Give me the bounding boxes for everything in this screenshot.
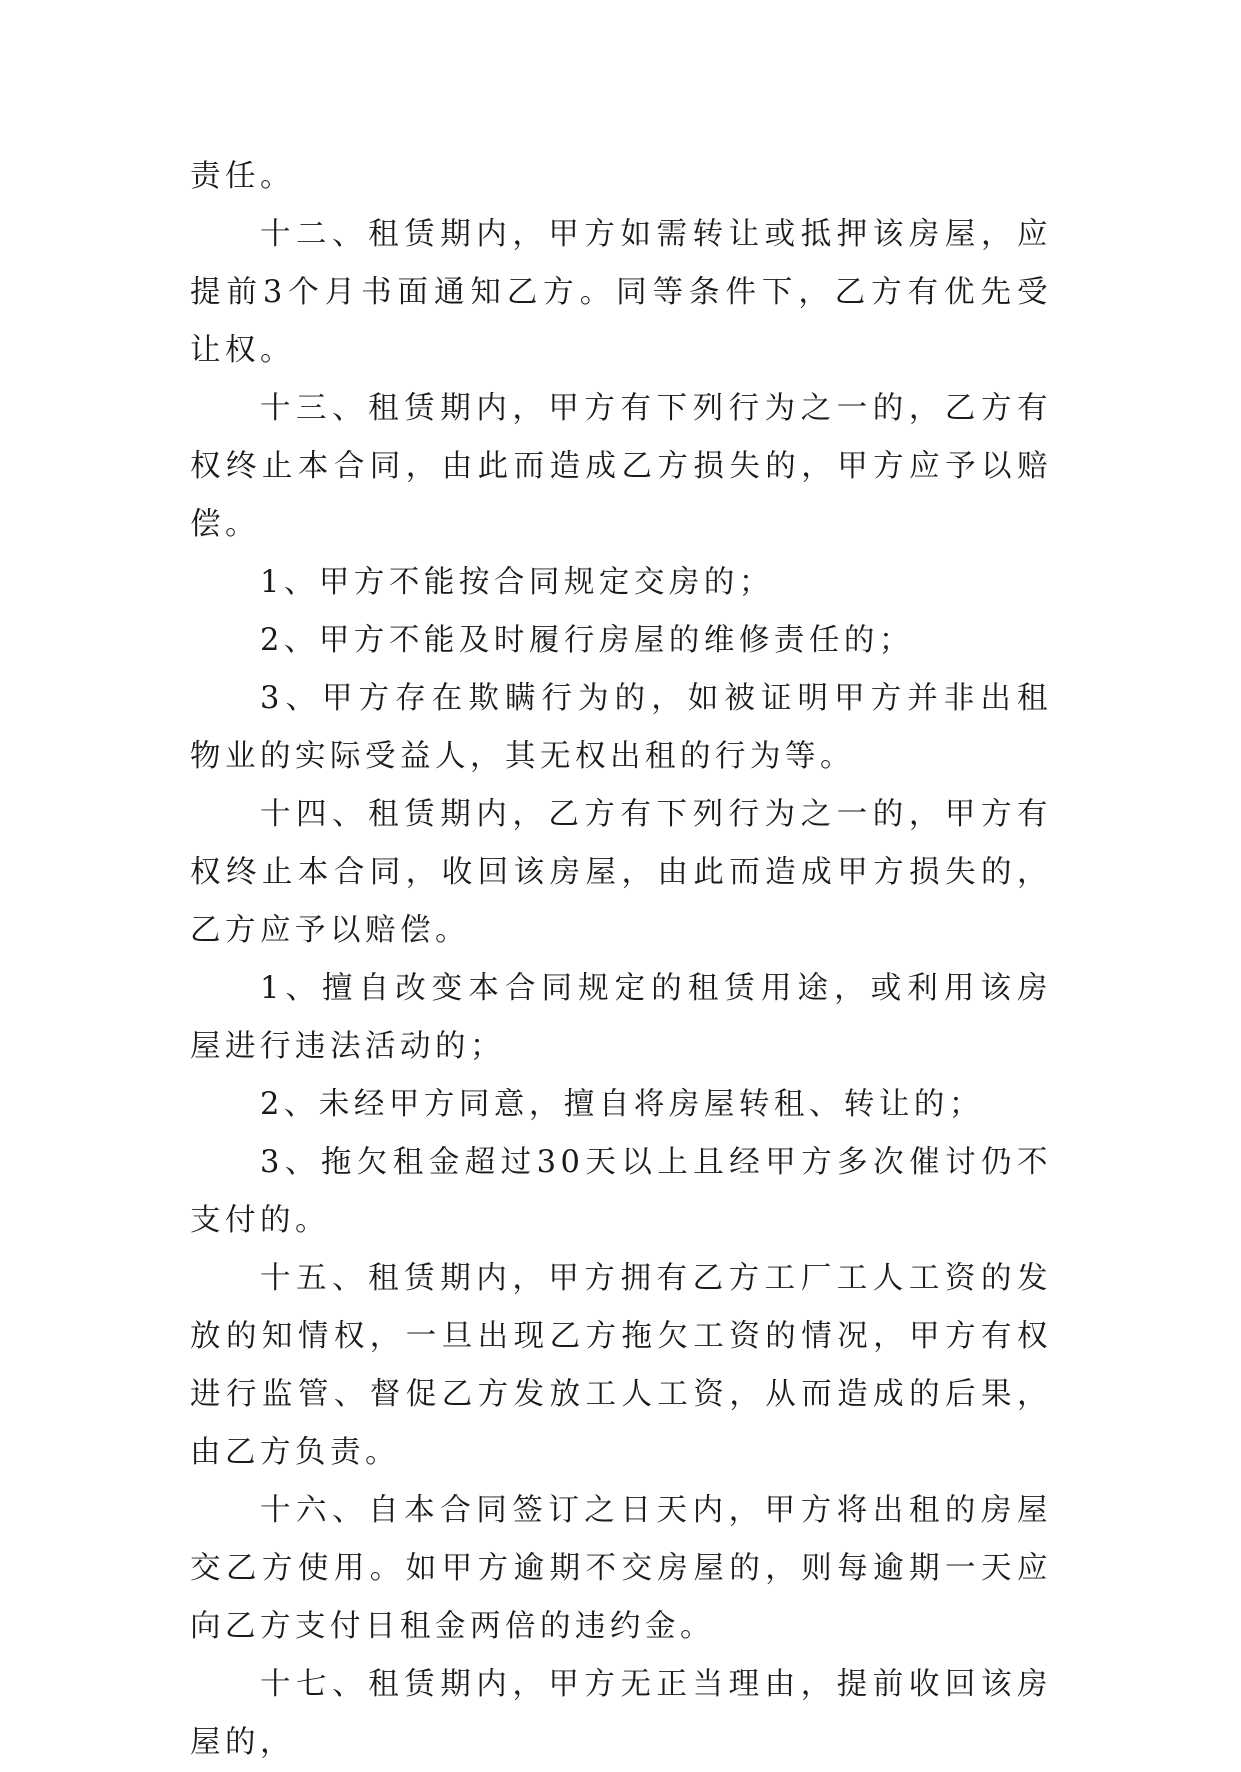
document-body bbox=[190, 148, 1052, 1772]
paragraph-clause-14: 十四、租赁期内，乙方有下列行为之一的，甲方有权终止本合同，收回该房屋，由此而造成甲方损失的，乙方应予以赔偿。 bbox=[190, 797, 1052, 948]
paragraph-clause-14-item-3: 3、拖欠租金超过30天以上且经甲方多次催讨仍不支付的。 bbox=[190, 1145, 1052, 1238]
paragraph-clause-12: 十二、租赁期内，甲方如需转让或抵押该房屋，应提前3个月书面通知乙方。同等条件下，乙方有优先受让权。 bbox=[190, 217, 1052, 368]
paragraph-clause-14-item-1: 1、擅自改变本合同规定的租赁用途，或利用该房屋进行违法活动的； bbox=[190, 971, 1052, 1064]
paragraph-clause-17: 十七、租赁期内，甲方无正当理由，提前收回该房屋的， bbox=[190, 1667, 1052, 1760]
paragraph-clause-14-item-2: 2、未经甲方同意，擅自将房屋转租、转让的； bbox=[260, 1087, 984, 1122]
paragraph-clause-13: 十三、租赁期内，甲方有下列行为之一的，乙方有权终止本合同，由此而造成乙方损失的，甲方应予以赔偿。 bbox=[190, 391, 1052, 542]
paragraph-clause-13-item-1: 1、甲方不能按合同规定交房的； bbox=[260, 565, 774, 600]
paragraph-clause-16: 十六、自本合同签订之日天内，甲方将出租的房屋交乙方使用。如甲方逾期不交房屋的，则每逾期一天应向乙方支付日租金两倍的违约金。 bbox=[190, 1493, 1052, 1644]
paragraph-continuation: 责任。 bbox=[190, 159, 295, 194]
paragraph-clause-13-item-2: 2、甲方不能及时履行房屋的维修责任的； bbox=[260, 623, 914, 658]
paragraph-clause-15: 十五、租赁期内，甲方拥有乙方工厂工人工资的发放的知情权，一旦出现乙方拖欠工资的情况，甲方有权进行监管、督促乙方发放工人工资，从而造成的后果，由乙方负责。 bbox=[190, 1261, 1052, 1470]
paragraph-clause-13-item-3: 3、甲方存在欺瞒行为的，如被证明甲方并非出租物业的实际受益人，其无权出租的行为等。 bbox=[190, 681, 1052, 774]
